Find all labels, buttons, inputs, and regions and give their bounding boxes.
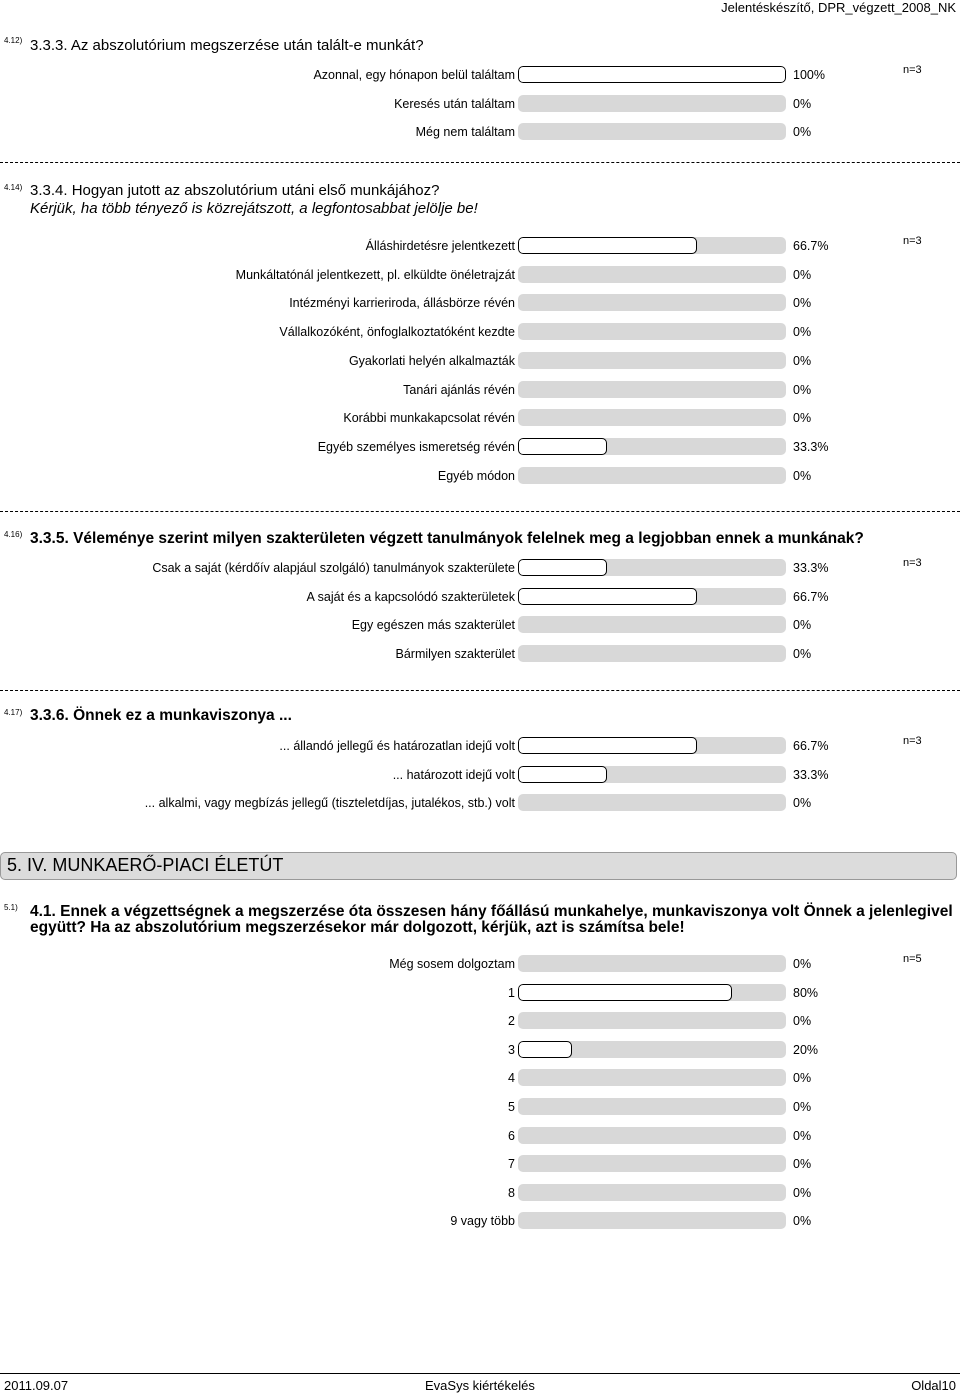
question-title: 3.3.6. Önnek ez a munkaviszonya ... <box>30 707 292 724</box>
answer-row <box>0 1069 960 1089</box>
answer-label: 2 <box>508 1014 515 1029</box>
answer-label: 7 <box>508 1157 515 1172</box>
percentage-value: 0% <box>793 1128 812 1143</box>
answer-row <box>0 1098 960 1118</box>
question-title-line2: együtt? Ha az abszolutórium megszerzésekor már dolgozott, kérjük, azt is számítsa bele! <box>30 919 685 936</box>
answer-label: A saját és a kapcsolódó szakterületek <box>306 589 515 604</box>
answer-row <box>0 381 960 401</box>
answer-row <box>0 616 960 636</box>
percentage-value: 0% <box>793 411 812 426</box>
answer-label: Csak a saját (kérdőív alapjául szolgáló) tanulmányok szakterülete <box>152 561 515 575</box>
answer-row <box>0 645 960 665</box>
question-title: 3.3.4. Hogyan jutott az abszolutórium utáni első munkájához? <box>30 182 440 199</box>
percentage-value: 33.3% <box>793 439 829 454</box>
percentage-value: 66.7% <box>793 239 829 253</box>
percentage-value: 0% <box>793 96 812 111</box>
response-count: n=3 <box>903 235 922 247</box>
response-count: n=3 <box>903 64 922 76</box>
divider <box>0 690 960 691</box>
percentage-value: 0% <box>793 1214 812 1229</box>
percentage-bar <box>518 955 786 972</box>
answer-row <box>0 323 960 343</box>
answer-row <box>0 1155 960 1175</box>
percentage-bar <box>518 737 786 754</box>
answer-label: 3 <box>508 1042 515 1057</box>
question-title: 3.3.5. Véleménye szerint milyen szakterületen végzett tanulmányok felelnek meg a legjobban ennek a munkának? <box>30 530 864 547</box>
percentage-value: 0% <box>793 353 812 368</box>
answer-label: Egyéb módon <box>437 468 515 483</box>
section-title: 5. IV. MUNKAERŐ-PIACI ÉLETÚT <box>7 855 284 875</box>
answer-label: 6 <box>508 1128 515 1143</box>
answer-label: Azonnal, egy hónapon belül találtam <box>313 68 515 82</box>
answer-label: ... határozott idejű volt <box>392 767 515 782</box>
answer-row <box>0 1012 960 1032</box>
percentage-bar <box>518 559 786 576</box>
percentage-bar <box>518 1184 786 1201</box>
question-number: 4.14) <box>4 183 23 192</box>
percentage-bar-fill <box>518 766 607 783</box>
percentage-bar <box>518 266 786 283</box>
response-count: n=5 <box>903 953 922 965</box>
answer-label: Még nem találtam <box>415 125 515 140</box>
question-title: 4.1. Ennek a végzettségnek a megszerzése óta összesen hány főállású munkahelye, munkaviszonya volt Önnek a jelenlegivel <box>30 903 953 920</box>
percentage-value: 33.3% <box>793 561 829 575</box>
answer-label: Bármilyen szakterület <box>395 647 515 662</box>
question-title: 3.3.3. Az abszolutórium megszerzése után talált-e munkát? <box>30 37 424 54</box>
answer-label: Gyakorlati helyén alkalmazták <box>348 353 515 368</box>
answer-row <box>0 737 960 757</box>
answer-row <box>0 352 960 372</box>
percentage-bar <box>518 323 786 340</box>
percentage-bar-fill <box>518 559 607 576</box>
percentage-value: 0% <box>793 296 812 311</box>
percentage-bar <box>518 1098 786 1115</box>
percentage-value: 100% <box>793 68 825 82</box>
question-number: 4.17) <box>4 708 23 717</box>
percentage-bar <box>518 645 786 662</box>
answer-label: Munkáltatónál jelentkezett, pl. elküldte önéletrajzát <box>235 267 515 282</box>
percentage-bar <box>518 438 786 455</box>
percentage-bar-fill <box>518 984 732 1001</box>
answer-row <box>0 766 960 786</box>
footer-rule <box>0 1373 960 1374</box>
percentage-bar <box>518 616 786 633</box>
answer-label: ... állandó jellegű és határozatlan idejű volt <box>279 739 515 753</box>
percentage-value: 0% <box>793 382 812 397</box>
percentage-value: 33.3% <box>793 767 829 782</box>
response-count: n=3 <box>903 557 922 569</box>
answer-row <box>0 409 960 429</box>
answer-row <box>0 559 960 579</box>
percentage-value: 0% <box>793 1185 812 1200</box>
answer-label: Egy egészen más szakterület <box>351 618 515 633</box>
answer-label: 5 <box>508 1100 515 1114</box>
percentage-bar <box>518 1012 786 1029</box>
percentage-bar <box>518 237 786 254</box>
percentage-value: 0% <box>793 647 812 662</box>
percentage-bar-fill <box>518 66 786 83</box>
answer-row <box>0 237 960 257</box>
percentage-value: 0% <box>793 957 812 971</box>
answer-row <box>0 294 960 314</box>
answer-row <box>0 66 960 86</box>
percentage-value: 0% <box>793 1071 812 1086</box>
percentage-bar <box>518 1069 786 1086</box>
percentage-bar <box>518 467 786 484</box>
percentage-bar <box>518 123 786 140</box>
answer-row <box>0 1184 960 1204</box>
answer-row <box>0 984 960 1004</box>
answer-label: Tanári ajánlás révén <box>403 382 515 397</box>
percentage-bar <box>518 381 786 398</box>
percentage-bar-fill <box>518 237 697 254</box>
percentage-bar <box>518 1041 786 1058</box>
answer-label: ... alkalmi, vagy megbízás jellegű (tiszteletdíjas, jutalékos, stb.) volt <box>144 796 515 811</box>
answer-row <box>0 266 960 286</box>
divider <box>0 162 960 163</box>
percentage-bar <box>518 294 786 311</box>
footer-center: EvaSys kiértékelés <box>425 1378 535 1393</box>
answer-label: 9 vagy több <box>450 1214 515 1229</box>
percentage-bar <box>518 352 786 369</box>
response-count: n=3 <box>903 735 922 747</box>
footer-page: Oldal10 <box>911 1378 956 1393</box>
answer-row <box>0 123 960 143</box>
percentage-value: 0% <box>793 796 812 811</box>
percentage-value: 0% <box>793 1014 812 1029</box>
answer-label: Még sosem dolgoztam <box>389 957 515 971</box>
answer-row <box>0 588 960 608</box>
percentage-value: 0% <box>793 468 812 483</box>
percentage-value: 0% <box>793 618 812 633</box>
percentage-value: 66.7% <box>793 589 829 604</box>
percentage-value: 0% <box>793 1157 812 1172</box>
question-number: 4.12) <box>4 36 23 45</box>
percentage-bar <box>518 1212 786 1229</box>
answer-label: Vállalkozóként, önfoglalkoztatóként kezdte <box>279 325 515 340</box>
percentage-value: 0% <box>793 325 812 340</box>
percentage-value: 0% <box>793 125 812 140</box>
percentage-value: 0% <box>793 1100 812 1114</box>
answer-row <box>0 1212 960 1232</box>
percentage-value: 0% <box>793 267 812 282</box>
percentage-bar-fill <box>518 588 697 605</box>
percentage-bar <box>518 588 786 605</box>
percentage-bar <box>518 766 786 783</box>
answer-label: 4 <box>508 1071 515 1086</box>
percentage-value: 20% <box>793 1042 819 1057</box>
answer-row <box>0 955 960 975</box>
question-number: 4.16) <box>4 530 23 539</box>
divider <box>0 511 960 512</box>
percentage-bar <box>518 984 786 1001</box>
percentage-bar <box>518 1155 786 1172</box>
percentage-bar <box>518 66 786 83</box>
answer-row <box>0 794 960 814</box>
percentage-bar <box>518 794 786 811</box>
answer-row <box>0 438 960 458</box>
answer-row <box>0 467 960 487</box>
report-title: Jelentéskészítő, DPR_végzett_2008_NK <box>721 0 956 15</box>
answer-row <box>0 1041 960 1061</box>
percentage-bar <box>518 409 786 426</box>
percentage-bar-fill <box>518 1041 572 1058</box>
section-header <box>0 852 957 880</box>
question-subtitle: Kérjük, ha több tényező is közrejátszott, a legfontosabbat jelölje be! <box>30 200 478 217</box>
percentage-bar-fill <box>518 737 697 754</box>
answer-label: Korábbi munkakapcsolat révén <box>343 411 515 426</box>
answer-row <box>0 95 960 115</box>
answer-label: 8 <box>508 1185 515 1200</box>
answer-label: Álláshirdetésre jelentkezett <box>365 239 515 253</box>
answer-label: 1 <box>508 985 515 1000</box>
footer-date: 2011.09.07 <box>4 1378 69 1393</box>
percentage-bar-fill <box>518 438 607 455</box>
percentage-bar <box>518 1127 786 1144</box>
answer-label: Egyéb személyes ismeretség révén <box>317 439 515 454</box>
percentage-value: 80% <box>793 985 819 1000</box>
question-number: 5.1) <box>4 903 18 912</box>
answer-label: Intézményi karrieriroda, állásbörze révén <box>289 296 515 311</box>
percentage-bar <box>518 95 786 112</box>
answer-label: Keresés után találtam <box>394 96 515 111</box>
percentage-value: 66.7% <box>793 739 829 753</box>
answer-row <box>0 1127 960 1147</box>
